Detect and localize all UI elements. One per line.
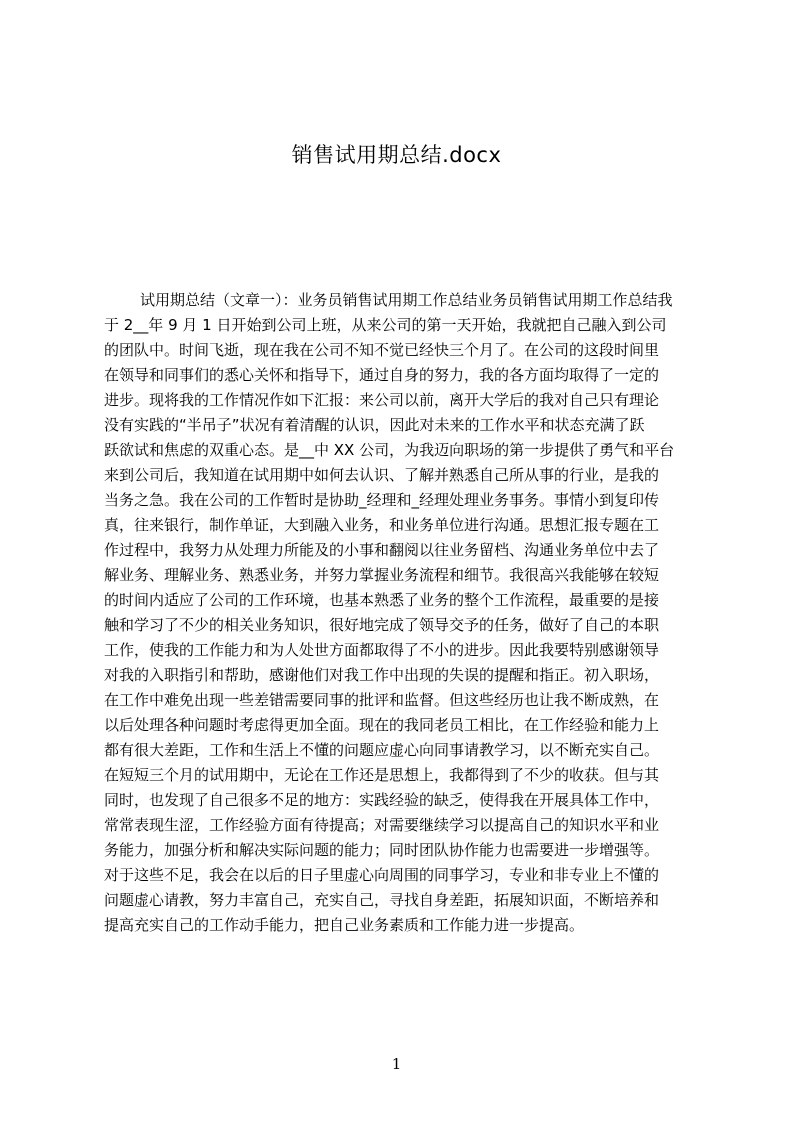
document-title: 销售试用期总结.docx [291,143,502,167]
body-line: 进步。现将我的工作情况作如下汇报：来公司以前，离开大学后的我对自己只有理论 [104,391,660,409]
body-line: 当务之急。我在公司的工作暂时是协助_经理和_经理处理业务事务。事情小到复印传 [104,491,660,509]
body-line: 解业务、理解业务、熟悉业务，并努力掌握业务流程和细节。我很高兴我能够在较短 [104,566,660,584]
body-line: 的时间内适应了公司的工作环境，也基本熟悉了业务的整个工作流程，最重要的是接 [104,591,660,609]
body-line: 在工作中难免出现一些差错需要同事的批评和监督。但这些经历也让我不断成熟，在 [104,691,660,709]
body-line: 作过程中，我努力从处理力所能及的小事和翻阅以往业务留档、沟通业务单位中去了 [104,541,660,559]
body-line: 来到公司后，我知道在试用期中如何去认识、了解并熟悉自己所从事的行业，是我的 [104,466,660,484]
body-line: 工作，使我的工作能力和为人处世方面都取得了不小的进步。因此我要特别感谢领导 [104,641,660,659]
body-line: 同时，也发现了自己很多不足的地方：实践经验的缺乏，使得我在开展具体工作中， [104,791,660,809]
body-line: 跃欲试和焦虑的双重心态。是__中 XX 公司，为我迈向职场的第一步提供了勇气和平台 [104,441,675,459]
body-line: 都有很大差距，工作和生活上不懂的问题应虚心向同事请教学习，以不断充实自己。 [104,741,660,759]
body-line: 问题虚心请教，努力丰富自己，充实自己，寻找自身差距，拓展知识面，不断培养和 [104,891,660,909]
body-line: 于 2__年 9 月 1 日开始到公司上班，从来公司的第一天开始，我就把自己融入到公司 [104,316,667,334]
body-line: 的团队中。时间飞逝，现在我在公司不知不觉已经快三个月了。在公司的这段时间里 [104,341,660,359]
body-line: 在领导和同事们的悉心关怀和指导下，通过自身的努力，我的各方面均取得了一定的 [104,366,660,384]
body-line: 试用期总结（文章一）：业务员销售试用期工作总结业务员销售试用期工作总结我 [140,291,673,309]
body-line: 在短短三个月的试用期中，无论在工作还是思想上，我都得到了不少的收获。但与其 [104,766,660,784]
body-line: 务能力，加强分析和解决实际问题的能力；同时团队协作能力也需要进一步增强等。 [104,841,660,859]
body-line: 提高充实自己的工作动手能力，把自己业务素质和工作能力进一步提高。 [104,916,585,934]
body-line: 触和学习了不少的相关业务知识，很好地完成了领导交予的任务，做好了自己的本职 [104,616,660,634]
body-line: 对我的入职指引和帮助，感谢他们对我工作中出现的失误的提醒和指正。初入职场， [104,666,660,684]
document-body [104,288,699,938]
body-line: 以后处理各种问题时考虑得更加全面。现在的我同老员工相比，在工作经验和能力上 [104,716,660,734]
page-number: 1 [391,1055,402,1073]
body-line: 真，往来银行，制作单证，大到融入业务，和业务单位进行沟通。思想汇报专题在工 [104,516,660,534]
body-line: 没有实践的“半吊子”状况有着清醒的认识，因此对未来的工作水平和状态充满了跃 [104,416,645,434]
body-line: 对于这些不足，我会在以后的日子里虚心向周围的同事学习，专业和非专业上不懂的 [104,866,660,884]
body-line: 常常表现生涩，工作经验方面有待提高；对需要继续学习以提高自己的知识水平和业 [104,816,660,834]
